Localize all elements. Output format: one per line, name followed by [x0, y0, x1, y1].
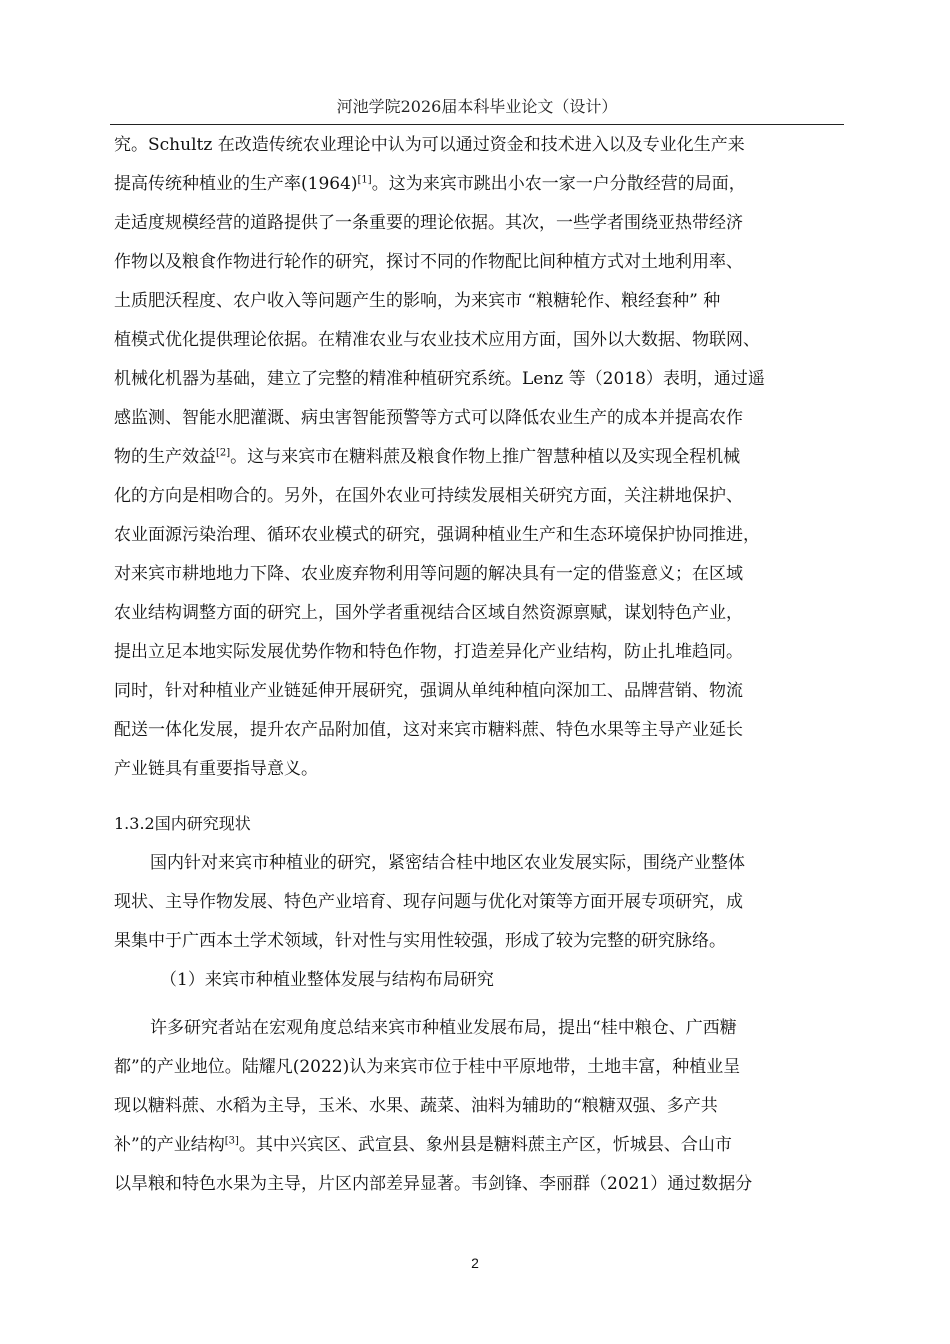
body-line: 现以糖料蔗、水稻为主导，玉米、水果、蔬菜、油料为辅助的“粮糖双强、多产共 — [114, 1096, 718, 1116]
body-line: 现状、主导作物发展、特色产业培育、现存问题与优化对策等方面开展专项研究，成 — [114, 892, 743, 912]
body-line: 补”的产业结构[3]。其中兴宾区、武宣县、象州县是糖料蔗主产区，忻城县、合山市 — [114, 1135, 732, 1155]
body-line: 对来宾市耕地地力下降、农业废弃物利用等问题的解决具有一定的借鉴意义；在区域 — [114, 564, 743, 584]
body-line: 走适度规模经营的道路提供了一条重要的理论依据。其次，一些学者围绕亚热带经济 — [114, 213, 743, 233]
body-line: 化的方向是相吻合的。另外，在国外农业可持续发展相关研究方面，关注耕地保护、 — [114, 486, 743, 506]
body-line: 物的生产效益[2]。这与来宾市在糖料蔗及粮食作物上推广智慧种植以及实现全程机械 — [114, 447, 741, 467]
body-line: 农业结构调整方面的研究上，国外学者重视结合区域自然资源禀赋，谋划特色产业， — [114, 603, 743, 623]
citation-ref[interactable]: [2] — [216, 447, 231, 459]
body-line: 土质肥沃程度、农户收入等问题产生的影响，为来宾市 “粮糖轮作、粮经套种” 种 — [114, 291, 721, 311]
body-line: 都”的产业地位。陆耀凡(2022)认为来宾市位于桂中平原地带，土地丰富，种植业呈 — [114, 1057, 741, 1077]
body-line: 作物以及粮食作物进行轮作的研究，探讨不同的作物配比间种植方式对土地利用率、 — [114, 252, 743, 272]
body-line: 许多研究者站在宏观角度总结来宾市种植业发展布局，提出“桂中粮仓、广西糖 — [150, 1018, 737, 1038]
body-line: 感监测、智能水肥灌溉、病虫害智能预警等方式可以降低农业生产的成本并提高农作 — [114, 408, 743, 428]
body-line: 机械化机器为基础，建立了完整的精准种植研究系统。Lenz 等（2018）表明，通过遥 — [114, 369, 765, 389]
body-line: 以旱粮和特色水果为主导，片区内部差异显著。韦剑锋、李丽群（2021）通过数据分 — [114, 1174, 753, 1194]
body-line: 产业链具有重要指导意义。 — [114, 759, 318, 779]
section-heading: 1.3.2国内研究现状 — [114, 814, 251, 833]
body-line: 究。Schultz 在改造传统农业理论中认为可以通过资金和技术进入以及专业化生产来 — [114, 135, 745, 155]
body-line: 配送一体化发展，提升农产品附加值，这对来宾市糖料蔗、特色水果等主导产业延长 — [114, 720, 743, 740]
body-line: 果集中于广西本土学术领域，针对性与实用性较强，形成了较为完整的研究脉络。 — [114, 931, 726, 951]
citation-ref[interactable]: [1] — [357, 174, 372, 186]
body-line: 农业面源污染治理、循环农业模式的研究，强调种植业生产和生态环境保护协同推进， — [114, 525, 760, 545]
body-line: 提高传统种植业的生产率(1964)[1]。这为来宾市跳出小农一家一户分散经营的局面， — [114, 174, 746, 194]
header-rule — [110, 124, 844, 125]
body-line: 植模式优化提供理论依据。在精准农业与农业技术应用方面，国外以大数据、物联网、 — [114, 330, 760, 350]
citation-ref[interactable]: [3] — [224, 1135, 239, 1147]
body-line: 同时，针对种植业产业链延伸开展研究，强调从单纯种植向深加工、品牌营销、物流 — [114, 681, 743, 701]
running-header: 河池学院2026届本科毕业论文（设计） — [336, 97, 618, 116]
body-line: 提出立足本地实际发展优势作物和特色作物，打造差异化产业结构，防止扎堆趋同。 — [114, 642, 743, 662]
subsection-heading: （1）来宾市种植业整体发展与结构布局研究 — [160, 970, 494, 990]
page-number: 2 — [471, 1255, 479, 1271]
body-line: 国内针对来宾市种植业的研究，紧密结合桂中地区农业发展实际，围绕产业整体 — [150, 853, 745, 873]
